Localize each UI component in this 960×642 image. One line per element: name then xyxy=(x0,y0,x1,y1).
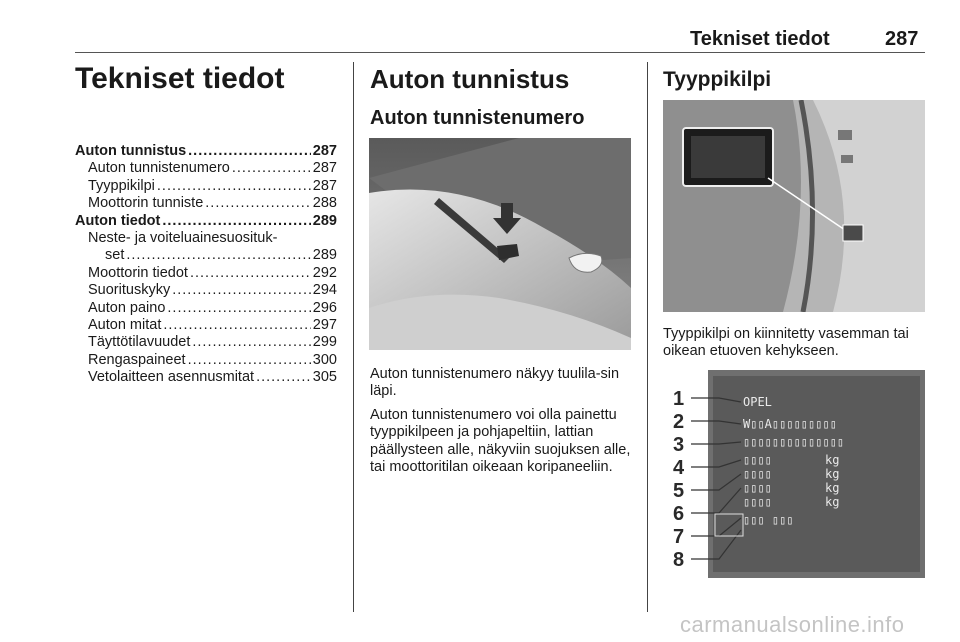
plate-callout-number: 7 xyxy=(673,526,685,548)
watermark: carmanualsonline.info xyxy=(680,612,905,637)
column-divider-2 xyxy=(647,62,648,612)
toc-entry-label: Tyyppikilpi xyxy=(88,177,155,194)
plate-line-3: ▯▯▯▯▯▯▯▯▯▯▯▯▯▯ xyxy=(743,435,845,449)
toc-entry[interactable] xyxy=(75,247,337,264)
plate-callout-number: 5 xyxy=(673,480,685,502)
plate-unit: kg xyxy=(825,467,840,481)
type-plate-description: Tyyppikilpi on kiinnitetty vasemman tai oikean etuoven kehykseen. xyxy=(663,326,909,360)
toc-entry-label: Auton tunnistus xyxy=(75,142,187,159)
toc-entry-page: 289 xyxy=(312,212,337,229)
toc-entry[interactable] xyxy=(75,352,337,369)
plate-line-4: ▯▯▯▯ xyxy=(743,453,772,467)
plate-callout-number: 8 xyxy=(673,549,685,571)
toc-leader-dots xyxy=(162,213,310,230)
column-divider-1 xyxy=(353,62,354,612)
type-plate-title: Tyyppikilpi xyxy=(663,68,772,91)
toc-leader-dots xyxy=(163,317,310,334)
plate-brand: OPEL xyxy=(743,395,772,409)
toc-entry[interactable] xyxy=(75,195,337,212)
toc-entry-page: 296 xyxy=(312,299,337,316)
vin-description xyxy=(370,366,635,482)
toc-leader-dots xyxy=(256,369,311,386)
toc-entry[interactable] xyxy=(75,213,337,230)
toc-entry[interactable] xyxy=(75,282,337,299)
toc-entry-page: 299 xyxy=(312,334,337,351)
toc-entry-page: 289 xyxy=(312,247,337,264)
plate-callout-number: 3 xyxy=(673,434,685,456)
page-number: 287 xyxy=(885,28,919,50)
chapter-title: Tekniset tiedot xyxy=(75,62,285,95)
plate-callout-number: 2 xyxy=(673,411,685,433)
toc-entry-page: 287 xyxy=(312,177,337,194)
toc-entry[interactable] xyxy=(75,160,337,177)
running-header-title: Tekniset tiedot xyxy=(690,28,830,50)
toc-entry-page: 300 xyxy=(312,351,337,368)
toc-leader-dots xyxy=(157,178,311,195)
toc-entry-page: 287 xyxy=(312,142,337,159)
door-frame-photo xyxy=(663,100,925,312)
windshield-vin-photo xyxy=(369,138,631,350)
toc-leader-dots xyxy=(205,195,311,212)
toc-entry-label: Auton mitat xyxy=(88,316,162,333)
toc-entry-label: Vetolaitteen asennusmitat xyxy=(88,369,255,386)
toc-entry[interactable] xyxy=(75,369,337,386)
toc-leader-dots xyxy=(188,143,311,160)
toc-entry-label: Moottorin tunniste xyxy=(88,195,204,212)
toc-entry[interactable] xyxy=(75,334,337,351)
toc-entry[interactable] xyxy=(75,230,337,247)
toc-entry[interactable] xyxy=(75,265,337,282)
toc-leader-dots xyxy=(190,265,311,282)
plate-callout-number: 1 xyxy=(673,388,685,410)
toc-entry-label: Auton tiedot xyxy=(75,212,161,229)
header-rule xyxy=(75,52,925,53)
toc-entry-label: Auton tunnistenumero xyxy=(88,160,230,177)
car-hood-illustration xyxy=(369,138,631,350)
plate-unit: kg xyxy=(825,481,840,495)
toc-entry[interactable] xyxy=(75,178,337,195)
plate-unit: kg xyxy=(825,453,840,467)
door-frame-illustration xyxy=(663,100,925,312)
section-title: Auton tunnistus xyxy=(370,64,570,94)
paragraph: Auton tunnistenumero näkyy tuulila-sin läpi. xyxy=(370,366,620,400)
toc-entry[interactable] xyxy=(75,143,337,160)
toc-entry-page: 288 xyxy=(312,195,337,212)
plate-line-5: ▯▯▯▯ xyxy=(743,467,772,481)
plate-callout-number: 6 xyxy=(673,503,685,525)
plate-line-8: ▯▯▯ ▯▯▯ xyxy=(743,513,794,527)
toc-entry-page: 294 xyxy=(312,282,337,299)
toc-entry-label: Moottorin tiedot xyxy=(88,264,188,281)
toc-leader-dots xyxy=(126,247,310,264)
toc-entry-label: Rengaspaineet xyxy=(88,351,186,368)
toc-leader-dots xyxy=(232,160,311,177)
paragraph: Auton tunnistenumero voi olla painettu tyyppikilpeen ja pohjapeltiin, lattian päällysteen alle, näkyviin suojuksen alle, tai moottoritilan oikeaan koripaneeliin. xyxy=(370,406,631,476)
toc-entry-label: Neste- ja voiteluainesuosituk- xyxy=(88,229,278,246)
plate-line-7: ▯▯▯▯ xyxy=(743,495,772,509)
toc-entry[interactable] xyxy=(75,317,337,334)
toc-leader-dots xyxy=(188,352,311,369)
toc-entry-page: 305 xyxy=(312,369,337,386)
toc-entry-label: Täyttötilavuudet xyxy=(88,334,191,351)
type-plate-diagram xyxy=(663,368,925,580)
plate-line-2: W▯▯A▯▯▯▯▯▯▯▯▯ xyxy=(743,417,837,431)
type-plate-illustration xyxy=(663,368,925,580)
toc-entry-label: set xyxy=(105,247,125,264)
toc-leader-dots xyxy=(192,334,310,351)
toc-leader-dots xyxy=(172,282,311,299)
toc-entry-page: 287 xyxy=(312,160,337,177)
toc-entry-page: 297 xyxy=(312,316,337,333)
plate-unit: kg xyxy=(825,495,840,509)
toc-entry[interactable] xyxy=(75,300,337,317)
toc-entry-label: Suorituskyky xyxy=(88,282,171,299)
toc-leader-dots xyxy=(167,300,310,317)
plate-callout-number: 4 xyxy=(673,457,685,479)
plate-line-6: ▯▯▯▯ xyxy=(743,481,772,495)
table-of-contents xyxy=(75,143,337,386)
toc-entry-label: Auton paino xyxy=(88,299,166,316)
toc-entry-page: 292 xyxy=(312,264,337,281)
subsection-title: Auton tunnistenumero xyxy=(370,107,585,129)
